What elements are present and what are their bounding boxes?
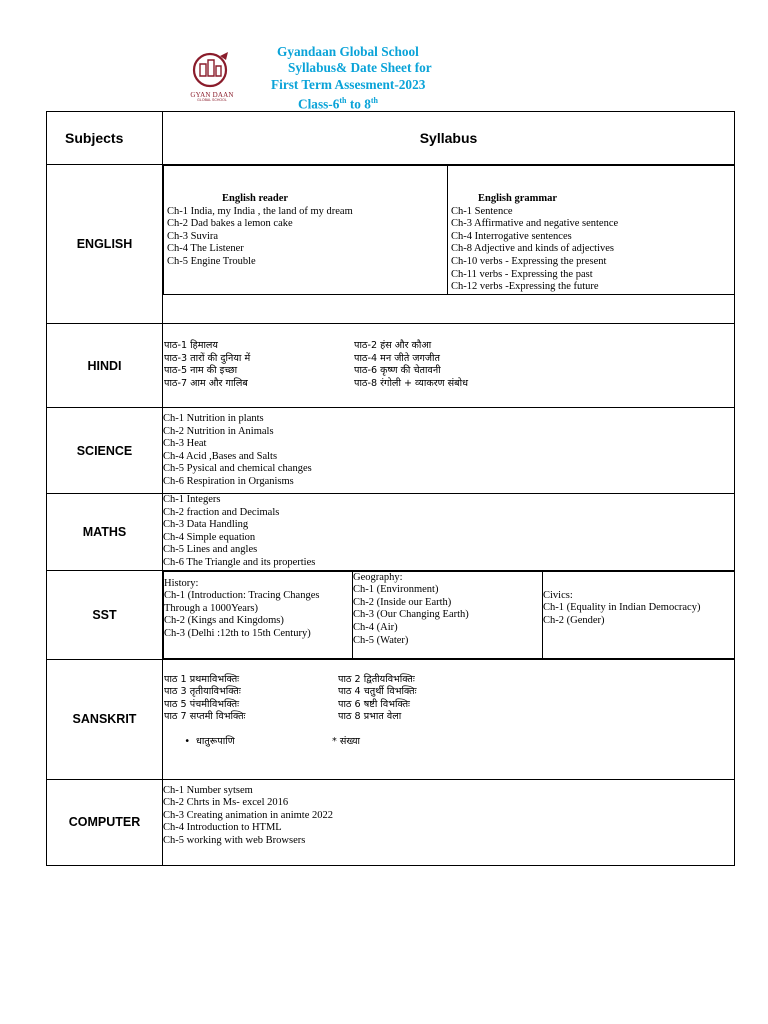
- syllabus-table: [46, 111, 735, 866]
- english-grammar-title: English grammar: [478, 193, 558, 204]
- subject-computer: COMPUTER: [47, 779, 163, 865]
- english-reader-item: Ch-1 India, my India , the land of my dream: [167, 205, 353, 217]
- english-reader-title: English reader: [222, 193, 289, 204]
- school-name: Gyandaan Global School: [277, 44, 419, 59]
- sst-civics-list: [543, 590, 734, 628]
- bullet-icon: •: [184, 735, 190, 747]
- table-row-sanskrit: [47, 659, 735, 779]
- sst-geography-list: [353, 572, 542, 648]
- maths-chapter-item: Ch-1 Integers: [163, 494, 221, 505]
- sst-geography-item: Ch-4 (Air): [353, 621, 398, 633]
- maths-chapter-item: Ch-2 fraction and Decimals: [163, 506, 280, 518]
- maths-chapter-item: Ch-3 Data Handling: [163, 519, 249, 531]
- computer-chapter-item: Ch-1 Number sytsem: [163, 784, 253, 796]
- table-row-english: [47, 165, 735, 324]
- hindi-chapter-item: पाठ-5 नाम की इच्छा: [164, 365, 238, 376]
- computer-syllabus-cell: [163, 779, 735, 865]
- class-sup-1: th: [339, 96, 347, 105]
- class-prefix: Class-6: [298, 96, 340, 112]
- science-chapter-item: Ch-6 Respiration in Organisms: [163, 475, 294, 487]
- english-grammar-item: Ch-12 verbs -Expressing the future: [451, 281, 599, 293]
- sst-history-item: Ch-1 (Introduction: Tracing Changes: [164, 590, 320, 602]
- sanskrit-extra-text: * संख्या: [332, 735, 360, 747]
- logo-subtext: GLOBAL SCHOOL: [197, 98, 227, 102]
- english-grammar-item: Ch-1 Sentence: [451, 205, 513, 217]
- computer-chapter-item: Ch-4 Introduction to HTML: [163, 822, 282, 834]
- subject-maths: MATHS: [47, 494, 163, 571]
- document-title: Syllabus& Date Sheet for: [288, 60, 432, 75]
- hindi-list-right: [354, 340, 468, 390]
- english-reader-item: Ch-4 The Listener: [167, 243, 244, 255]
- english-grammar-item: Ch-3 Affirmative and negative sentence: [451, 218, 619, 230]
- maths-chapter-item: Ch-4 Simple equation: [163, 531, 256, 543]
- sst-history-item: Ch-3 (Delhi :12th to 15th Century): [164, 627, 311, 639]
- subject-sst: SST: [47, 570, 163, 659]
- science-list: [163, 413, 734, 489]
- hindi-chapter-item: पाठ-3 तारों की दुनिया में: [164, 352, 251, 364]
- subject-sanskrit: SANSKRIT: [47, 659, 163, 779]
- science-chapter-item: Ch-2 Nutrition in Animals: [163, 425, 274, 437]
- table-header-row: [47, 112, 735, 165]
- english-grammar-item: Ch-10 verbs - Expressing the present: [451, 255, 607, 267]
- hindi-chapter-item: पाठ-8 रंगोली + व्याकरण संबोध: [354, 377, 469, 389]
- sst-geography-item: Ch-3 (Our Changing Earth): [353, 609, 469, 621]
- english-reader-cell: [164, 166, 448, 295]
- hindi-chapter-item: पाठ-6 कृष्ण की चेतावनी: [354, 365, 441, 376]
- english-grammar-cell: [448, 166, 735, 295]
- sst-history-cell: [164, 571, 353, 658]
- maths-chapter-item: Ch-6 The Triangle and its properties: [163, 556, 316, 568]
- sst-geography-item: Ch-1 (Environment): [353, 584, 439, 596]
- sst-history-item: History:: [164, 577, 199, 589]
- computer-list: [163, 785, 734, 848]
- table-row-science: [47, 408, 735, 494]
- sst-civics-item: Ch-1 (Equality in Indian Democracy): [543, 602, 701, 614]
- science-chapter-item: Ch-5 Pysical and chemical changes: [163, 463, 312, 475]
- english-reader-item: Ch-3 Suvira: [167, 230, 219, 242]
- english-reader-item: Ch-2 Dad bakes a lemon cake: [167, 218, 293, 230]
- hindi-chapter-item: पाठ-7 आम और गालिब: [164, 377, 248, 389]
- science-chapter-item: Ch-1 Nutrition in plants: [163, 413, 264, 424]
- assessment-title: First Term Assesment-2023: [271, 77, 426, 92]
- class-mid: to 8: [346, 96, 371, 112]
- sanskrit-syllabus-cell: [163, 659, 735, 779]
- subject-hindi: HINDI: [47, 324, 163, 408]
- sst-history-item: Ch-2 (Kings and Kingdoms): [164, 615, 284, 627]
- computer-chapter-item: Ch-3 Creating animation in animte 2022: [163, 809, 334, 821]
- sst-geography-item: Geography:: [353, 571, 403, 583]
- sanskrit-bullet-row: [164, 734, 734, 747]
- english-grammar-item: Ch-11 verbs - Expressing the past: [451, 268, 593, 280]
- hindi-chapter-item: पाठ-2 हंस और कौआ: [354, 340, 432, 351]
- english-grammar-item: Ch-8 Adjective and kinds of adjectives: [451, 243, 615, 255]
- sanskrit-list-left: [164, 674, 338, 724]
- science-chapter-item: Ch-3 Heat: [163, 438, 207, 450]
- sanskrit-chapter-item: पाठ 8 प्रभात वेला: [338, 711, 402, 723]
- sanskrit-chapter-item: पाठ 5 पंचमीविभक्तिः: [164, 698, 240, 710]
- computer-chapter-item: Ch-5 working with web Browsers: [163, 834, 306, 846]
- class-sup-2: th: [370, 96, 378, 105]
- class-range: [298, 93, 378, 112]
- table-row-maths: [47, 494, 735, 571]
- sanskrit-chapter-item: पाठ 2 द्वितीयविभक्तिः: [338, 673, 415, 685]
- maths-syllabus-cell: [163, 494, 735, 571]
- column-header-syllabus: Syllabus: [163, 112, 735, 165]
- sanskrit-chapter-item: पाठ 3 तृतीयाविभक्तिः: [164, 686, 241, 698]
- english-reader-item: Ch-5 Engine Trouble: [167, 255, 256, 267]
- sanskrit-bullet-text: धातुरूपाणि: [196, 735, 235, 747]
- column-header-subjects: Subjects: [47, 112, 163, 165]
- hindi-chapter-item: पाठ-4 मन जीते जगजीत: [354, 352, 440, 364]
- english-reader-list: [167, 206, 447, 269]
- subject-english: ENGLISH: [47, 165, 163, 324]
- science-syllabus-cell: [163, 408, 735, 494]
- sst-history-list: [164, 578, 352, 641]
- sanskrit-chapter-item: पाठ 7 सप्तमी विभक्तिः: [164, 711, 246, 723]
- sst-civics-cell: [543, 571, 735, 658]
- english-grammar-list: [451, 206, 734, 294]
- sst-civics-item: Ch-2 (Gender): [543, 614, 605, 626]
- logo-text: GYAN DAAN: [190, 91, 234, 99]
- table-row-sst: [47, 570, 735, 659]
- hindi-list-left: [164, 340, 354, 390]
- sst-civics-item: Civics:: [543, 589, 573, 601]
- sst-geography-cell: [353, 571, 543, 658]
- sanskrit-list-right: [338, 674, 417, 724]
- computer-chapter-item: Ch-2 Chrts in Ms- excel 2016: [163, 797, 289, 809]
- maths-list: [163, 494, 734, 570]
- sst-geography-item: Ch-5 (Water): [353, 634, 409, 646]
- sanskrit-chapter-item: पाठ 6 षष्टी विभक्तिः: [338, 698, 410, 710]
- table-row-hindi: [47, 324, 735, 408]
- sanskrit-chapter-item: पाठ 1 प्रथमाविभक्तिः: [164, 673, 240, 685]
- science-chapter-item: Ch-4 Acid ,Bases and Salts: [163, 450, 278, 462]
- sanskrit-chapter-item: पाठ 4 चतुर्थी विभक्तिः: [338, 686, 417, 698]
- hindi-syllabus-cell: [163, 324, 735, 408]
- maths-chapter-item: Ch-5 Lines and angles: [163, 544, 258, 556]
- sst-geography-item: Ch-2 (Inside our Earth): [353, 596, 452, 608]
- hindi-chapter-item: पाठ-1 हिमालय: [164, 340, 218, 351]
- english-grammar-item: Ch-4 Interrogative sentences: [451, 230, 572, 242]
- subject-science: SCIENCE: [47, 408, 163, 494]
- sst-history-item: Through a 1000Years): [164, 602, 259, 614]
- table-row-computer: [47, 779, 735, 865]
